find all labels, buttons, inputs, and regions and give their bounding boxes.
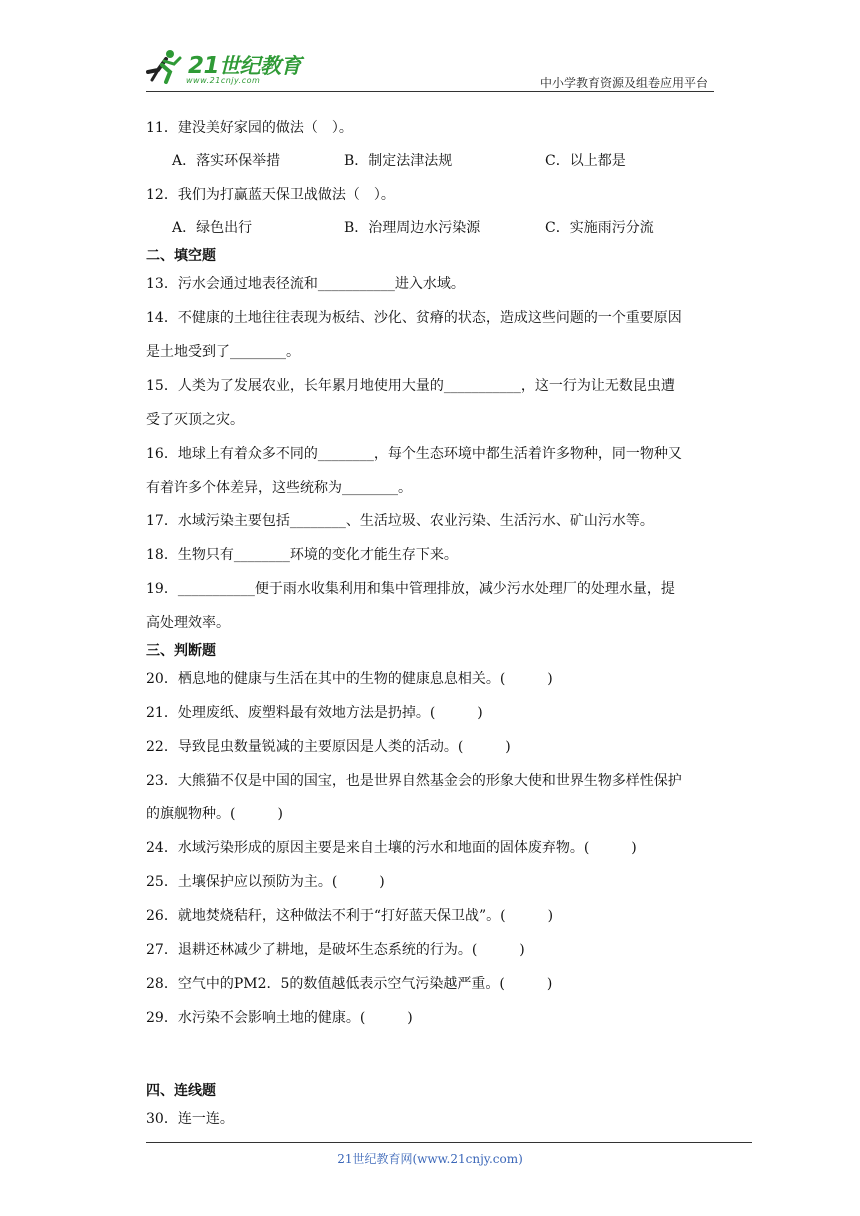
q11-option-c: C．以上都是 xyxy=(545,153,626,169)
match-line: 30．连一连。 xyxy=(146,1111,234,1127)
fill-line: 有着许多个体差异，这些统称为________。 xyxy=(146,480,412,496)
fill-line: 15．人类为了发展农业，长年累月地使用大量的___________，这一行为让无数昆虫遭 xyxy=(146,378,675,394)
section-fill-heading: 二、填空题 xyxy=(146,248,216,264)
question-11: 11．建没美好家园的做法（ ）。 xyxy=(146,120,353,136)
fill-line: 17．水域污染主要包括________、生活垃圾、农业污染、生活污水、矿山污水等。 xyxy=(146,513,654,529)
q12-option-c: C．实施雨污分流 xyxy=(545,220,654,236)
section-judge-heading: 三、判断题 xyxy=(146,643,216,659)
q12-option-b: B．治理周边水污染源 xyxy=(344,220,481,236)
section-match-heading: 四、连线题 xyxy=(146,1083,216,1099)
judge-line: 25．土壤保护应以预防为主。( ) xyxy=(146,874,385,890)
fill-line: 19．___________便于雨水收集利用和集中管理排放，减少污水处理厂的处理水量，提 xyxy=(146,581,675,597)
q11-option-a: A．落实环保举措 xyxy=(172,153,281,169)
header-slogan: 中小学教育资源及组卷应用平台 xyxy=(539,76,708,90)
judge-line: 21．处理废纸、废塑料最有效地方法是扔掉。( ) xyxy=(146,705,483,721)
judge-line: 24．水域污染形成的原因主要是来自土壤的污水和地面的固体废弃物。( ) xyxy=(146,840,637,856)
fill-line: 高处理效率。 xyxy=(146,615,230,631)
judge-line: 27．退耕还林减少了耕地，是破坏生态系统的行为。( ) xyxy=(146,942,525,958)
logo-wordmark: 21世纪教育 xyxy=(188,53,302,79)
fill-line: 14．不健康的土地往往表现为板结、沙化、贫瘠的状态，造成这些问题的一个重要原因 xyxy=(146,310,682,326)
judge-line: 29．水污染不会影响土地的健康。( ) xyxy=(146,1010,413,1026)
fill-line: 受了灭顶之灾。 xyxy=(146,412,244,428)
header-divider xyxy=(146,91,714,92)
fill-line: 18．生物只有________环境的变化才能生存下来。 xyxy=(146,547,458,563)
site-logo[interactable] xyxy=(140,46,320,92)
fill-line: 16．地球上有着众多不同的________，每个生态环境中都生活着许多物种，同一物种又 xyxy=(146,446,682,462)
fill-line: 是土地受到了________。 xyxy=(146,344,300,360)
logo-url: www.21cnjy.com xyxy=(186,76,261,85)
question-12: 12．我们为打赢蓝天保卫战做法（ ）。 xyxy=(146,187,395,203)
q12-option-a: A．绿色出行 xyxy=(172,220,253,236)
footer-divider xyxy=(146,1142,752,1143)
judge-line: 22．导致昆虫数量锐减的主要原因是人类的活动。( ) xyxy=(146,739,511,755)
judge-line: 23．大熊猫不仅是中国的国宝，也是世界自然基金会的形象大使和世界生物多样性保护 xyxy=(146,773,682,789)
judge-line: 的旗舰物种。( ) xyxy=(146,806,283,822)
judge-line: 28．空气中的PM2．5的数值越低表示空气污染越严重。( ) xyxy=(146,976,553,992)
q11-option-b: B．制定法津法规 xyxy=(344,153,453,169)
fill-line: 13．污水会通过地表径流和___________进入水域。 xyxy=(146,276,465,292)
judge-line: 26．就地焚烧秸秆，这种做法不利于“打好蓝天保卫战”。( ) xyxy=(146,908,554,924)
judge-line: 20．栖息地的健康与生活在其中的生物的健康息息相关。( ) xyxy=(146,671,553,687)
footer-link[interactable]: 21世纪教育网(www.21cnjy.com) xyxy=(337,1152,523,1166)
runner-icon xyxy=(140,48,186,88)
